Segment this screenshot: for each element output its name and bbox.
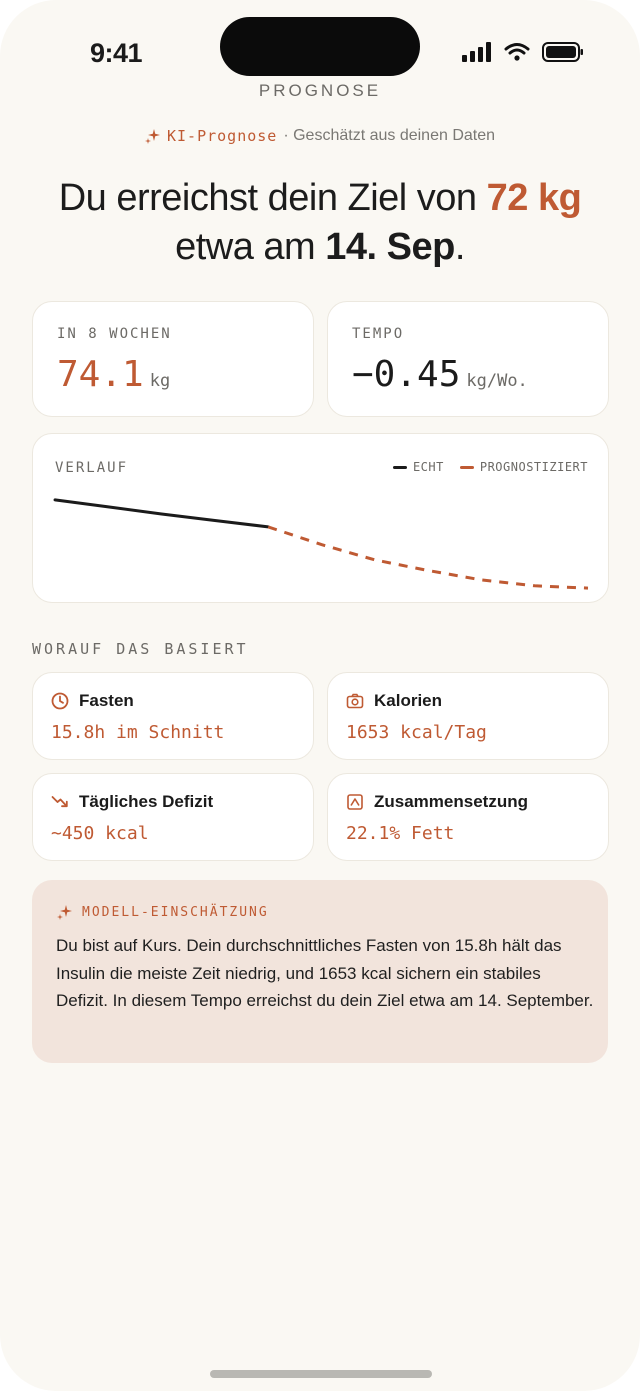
wifi-icon [504,42,530,62]
stat-number: −0.45 [352,354,461,395]
basis-title: Tägliches Defizit [79,792,214,811]
stat-card-8-weeks [32,301,314,417]
basis-value: 15.8h im Schnitt [51,722,225,743]
basis-title: Fasten [79,691,134,710]
home-indicator[interactable] [210,1370,432,1378]
basis-value: 1653 kcal/Tag [346,722,487,743]
chart-box-icon [346,793,364,811]
headline-part1: Du erreichst dein Ziel von [58,177,487,219]
basis-value: ~450 kcal [51,823,149,844]
battery-icon [542,42,584,62]
sparkle-icon [145,128,161,144]
dynamic-island [220,17,420,76]
legend-forecast-label: PROGNOSTIZIERT [479,460,588,474]
goal-headline [30,174,610,272]
headline-date: 14. Sep [325,226,455,268]
screen-title: PROGNOSE [258,81,382,100]
chart-title: VERLAUF [55,460,129,476]
basis-card-defizit[interactable] [32,773,314,861]
series-line-echt [55,500,268,527]
status-time: 9:41 [90,38,143,68]
trend-down-icon [51,793,69,811]
headline-part2: etwa am [175,226,326,268]
model-text: Du bist auf Kurs. Dein durchschnittliches Fasten von 15.8h hält das Insulin die meiste Zeit niedrig, und 1653 kcal sichern ein stabiles Defizit. In diesem Tempo erreichst du dein Ziel etwa am 14. September. [56,936,594,1010]
ki-subtitle: · Geschätzt aus deinen Daten [283,127,496,144]
signal-icon [462,42,492,62]
stat-unit: kg [149,371,171,391]
sparkle-icon [57,904,73,920]
stat-number: 74.1 [57,354,144,395]
stat-card-tempo [327,301,609,417]
model-label: MODELL-EINSCHÄTZUNG [82,905,269,920]
headline-part3: . [454,226,465,268]
basis-card-kalorien[interactable] [327,672,609,760]
basis-section-label: WORAUF DAS BASIERT [32,640,249,658]
ki-prognosis-line [0,127,640,145]
stat-label: TEMPO [352,326,405,342]
model-estimate-card [32,880,608,1063]
basis-card-fasten[interactable] [32,672,314,760]
trend-chart-card [32,433,609,603]
ki-label: KI-Prognose [166,127,278,145]
series-line-prognostiziert [268,527,588,588]
clock-icon [51,692,69,710]
basis-value: 22.1% Fett [346,823,455,844]
basis-title: Kalorien [374,691,443,710]
headline-goal: 72 kg [486,177,582,219]
camera-icon [346,692,364,710]
stat-value [352,354,528,395]
stat-label: IN 8 WOCHEN [57,326,172,342]
stat-unit: kg/Wo. [466,371,528,391]
basis-title: Zusammensetzung [374,792,528,811]
legend-real-label: ECHT [412,460,444,474]
stat-value [57,354,170,395]
status-icons [462,42,584,62]
basis-card-zusammensetzung[interactable] [327,773,609,861]
trend-chart [33,434,610,604]
